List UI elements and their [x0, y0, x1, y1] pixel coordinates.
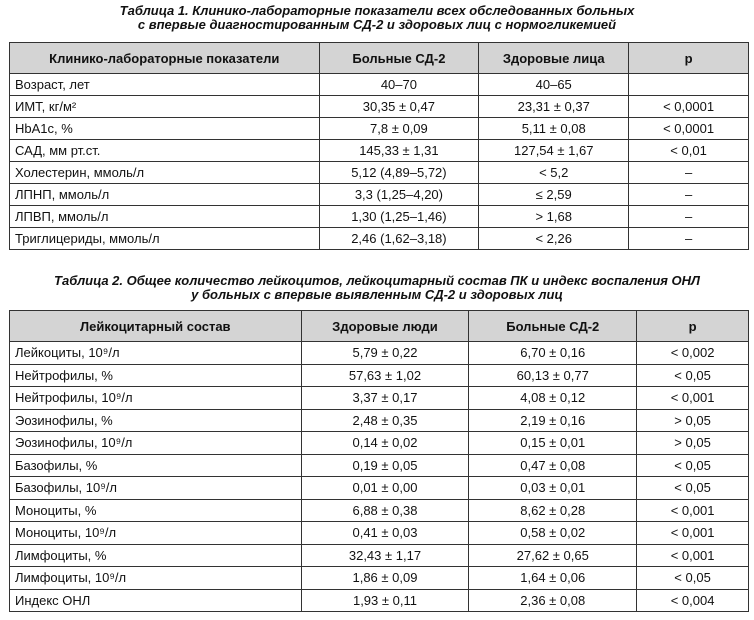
value-cell: 0,14 ± 0,02 — [301, 432, 469, 455]
value-cell: – — [629, 206, 749, 228]
value-cell: < 0,0001 — [629, 118, 749, 140]
row-label-cell: Холестерин, ммоль/л — [10, 162, 320, 184]
value-cell: 5,12 (4,89–5,72) — [319, 162, 479, 184]
table-row — [10, 206, 749, 228]
value-cell: 3,3 (1,25–4,20) — [319, 184, 479, 206]
value-cell: 0,01 ± 0,00 — [301, 477, 469, 500]
row-label-cell: ЛПВП, ммоль/л — [10, 206, 320, 228]
table-row — [10, 74, 749, 96]
table1-header-patients: Больные СД-2 — [319, 43, 479, 74]
row-label-cell: Базофилы, % — [10, 454, 302, 477]
table2-header-composition: Лейкоцитарный состав — [10, 311, 302, 342]
table1-header-indicator: Клинико-лабораторные показатели — [10, 43, 320, 74]
value-cell: < 0,004 — [637, 589, 749, 612]
value-cell: < 0,05 — [637, 567, 749, 590]
value-cell: 8,62 ± 0,28 — [469, 499, 637, 522]
value-cell: 27,62 ± 0,65 — [469, 544, 637, 567]
value-cell: < 5,2 — [479, 162, 629, 184]
value-cell: 0,58 ± 0,02 — [469, 522, 637, 545]
row-label-cell: Лимфоциты, 10⁹/л — [10, 567, 302, 590]
table1-caption-line2: с впервые диагностированным СД-2 и здоровых лиц с нормогликемией — [137, 17, 617, 32]
row-label-cell: Нейтрофилы, 10⁹/л — [10, 387, 302, 410]
row-label-cell: Эозинофилы, % — [10, 409, 302, 432]
value-cell: < 0,05 — [637, 364, 749, 387]
value-cell: – — [629, 162, 749, 184]
table-row — [10, 162, 749, 184]
value-cell: 127,54 ± 1,67 — [479, 140, 629, 162]
value-cell: < 0,05 — [637, 477, 749, 500]
value-cell: 3,37 ± 0,17 — [301, 387, 469, 410]
value-cell: – — [629, 228, 749, 250]
value-cell: 6,88 ± 0,38 — [301, 499, 469, 522]
value-cell: 7,8 ± 0,09 — [319, 118, 479, 140]
value-cell: 1,64 ± 0,06 — [469, 567, 637, 590]
table1-caption-line1: Таблица 1. Клинико-лабораторные показатели всех обследованных больных — [119, 3, 635, 18]
table-row — [10, 499, 749, 522]
value-cell: 6,70 ± 0,16 — [469, 342, 637, 365]
value-cell: 0,15 ± 0,01 — [469, 432, 637, 455]
table1-body — [10, 74, 749, 250]
table-row — [10, 522, 749, 545]
table2-header-healthy: Здоровые люди — [301, 311, 469, 342]
table-row — [10, 184, 749, 206]
row-label-cell: Индекс ОНЛ — [10, 589, 302, 612]
row-label-cell: Возраст, лет — [10, 74, 320, 96]
table-row — [10, 544, 749, 567]
table-row — [10, 477, 749, 500]
value-cell: 0,19 ± 0,05 — [301, 454, 469, 477]
row-label-cell: Эозинофилы, 10⁹/л — [10, 432, 302, 455]
value-cell: 57,63 ± 1,02 — [301, 364, 469, 387]
value-cell: 30,35 ± 0,47 — [319, 96, 479, 118]
value-cell: 23,31 ± 0,37 — [479, 96, 629, 118]
row-label-cell: Триглицериды, ммоль/л — [10, 228, 320, 250]
table-row — [10, 454, 749, 477]
row-label-cell: HbA1c, % — [10, 118, 320, 140]
value-cell: < 0,001 — [637, 544, 749, 567]
value-cell: > 0,05 — [637, 409, 749, 432]
value-cell: 32,43 ± 1,17 — [301, 544, 469, 567]
value-cell: 2,46 (1,62–3,18) — [319, 228, 479, 250]
table-row — [10, 409, 749, 432]
table2-caption-line1: Таблица 2. Общее количество лейкоцитов, лейкоцитарный состав ПК и индекс воспаления ОНЛ — [54, 273, 700, 288]
value-cell: < 0,001 — [637, 499, 749, 522]
table2-header-patients: Больные СД-2 — [469, 311, 637, 342]
row-label-cell: ИМТ, кг/м² — [10, 96, 320, 118]
value-cell: 145,33 ± 1,31 — [319, 140, 479, 162]
table2-caption-line2: у больных с впервые выявленным СД-2 и здоровых лиц — [191, 287, 563, 302]
table1-header-healthy: Здоровые лица — [479, 43, 629, 74]
value-cell: – — [629, 184, 749, 206]
value-cell: 2,48 ± 0,35 — [301, 409, 469, 432]
value-cell: 2,36 ± 0,08 — [469, 589, 637, 612]
value-cell: 2,19 ± 0,16 — [469, 409, 637, 432]
value-cell: < 0,0001 — [629, 96, 749, 118]
value-cell: 60,13 ± 0,77 — [469, 364, 637, 387]
value-cell: 5,79 ± 0,22 — [301, 342, 469, 365]
table-row — [10, 118, 749, 140]
value-cell — [629, 74, 749, 96]
value-cell: < 0,01 — [629, 140, 749, 162]
table-row — [10, 228, 749, 250]
value-cell: 1,86 ± 0,09 — [301, 567, 469, 590]
value-cell: 0,03 ± 0,01 — [469, 477, 637, 500]
table-row — [10, 432, 749, 455]
table2-body — [10, 342, 749, 612]
table-row — [10, 140, 749, 162]
table-row — [10, 387, 749, 410]
value-cell: 0,41 ± 0,03 — [301, 522, 469, 545]
row-label-cell: САД, мм рт.ст. — [10, 140, 320, 162]
table2-caption — [0, 274, 754, 302]
value-cell: < 2,26 — [479, 228, 629, 250]
row-label-cell: ЛПНП, ммоль/л — [10, 184, 320, 206]
value-cell: 1,93 ± 0,11 — [301, 589, 469, 612]
value-cell: < 0,002 — [637, 342, 749, 365]
value-cell: 0,47 ± 0,08 — [469, 454, 637, 477]
row-label-cell: Моноциты, 10⁹/л — [10, 522, 302, 545]
value-cell: > 1,68 — [479, 206, 629, 228]
value-cell: 40–70 — [319, 74, 479, 96]
value-cell: < 0,05 — [637, 454, 749, 477]
row-label-cell: Нейтрофилы, % — [10, 364, 302, 387]
value-cell: 4,08 ± 0,12 — [469, 387, 637, 410]
value-cell: 1,30 (1,25–1,46) — [319, 206, 479, 228]
row-label-cell: Лейкоциты, 10⁹/л — [10, 342, 302, 365]
table-row — [10, 589, 749, 612]
table1-caption — [0, 4, 754, 32]
table1-header-p: p — [629, 43, 749, 74]
value-cell: ≤ 2,59 — [479, 184, 629, 206]
value-cell: > 0,05 — [637, 432, 749, 455]
row-label-cell: Базофилы, 10⁹/л — [10, 477, 302, 500]
row-label-cell: Моноциты, % — [10, 499, 302, 522]
value-cell: < 0,001 — [637, 387, 749, 410]
table-row — [10, 342, 749, 365]
table-row — [10, 567, 749, 590]
table2-header-p: p — [637, 311, 749, 342]
table1 — [9, 42, 749, 250]
table1-header-row — [10, 43, 749, 74]
value-cell: 40–65 — [479, 74, 629, 96]
value-cell: < 0,001 — [637, 522, 749, 545]
table2-header-row — [10, 311, 749, 342]
table-row — [10, 364, 749, 387]
row-label-cell: Лимфоциты, % — [10, 544, 302, 567]
table-row — [10, 96, 749, 118]
table2 — [9, 310, 749, 612]
value-cell: 5,11 ± 0,08 — [479, 118, 629, 140]
